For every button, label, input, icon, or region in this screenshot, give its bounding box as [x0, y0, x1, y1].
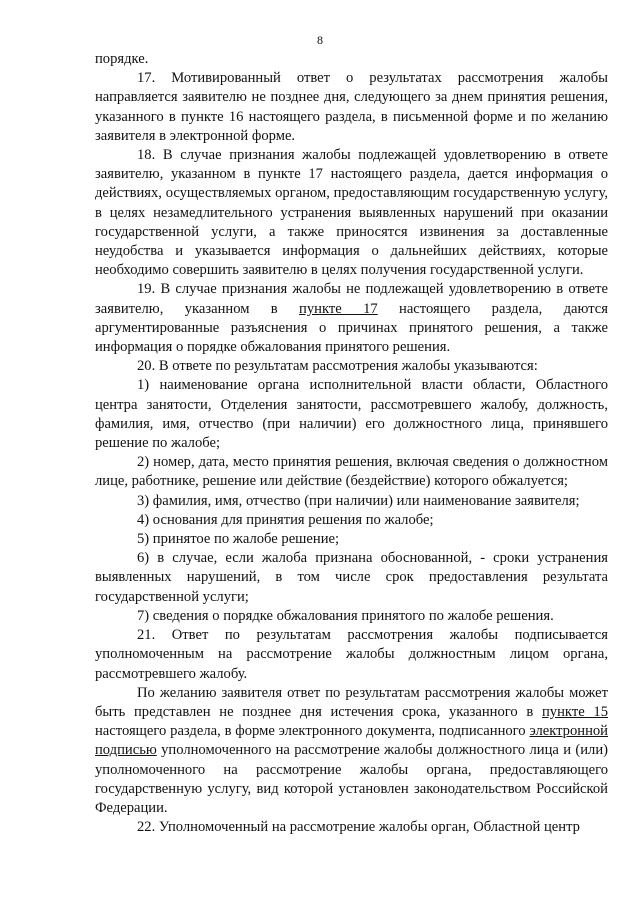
- text-segment: 4) основания для принятия решения по жалобе;: [137, 511, 434, 528]
- text-segment: 1) наименование органа исполнительной власти области, Областного центра занятости, Отделения занятости, рассмотревшего жалобу, должность, фамилия, имя, отчество (при наличии) его должностного лица, принявшего решение по жалобе;: [95, 377, 608, 452]
- paragraph-p21b: [95, 684, 608, 818]
- paragraph-p19: [95, 280, 608, 357]
- paragraph-p20_5: [95, 530, 608, 549]
- text-segment: По желанию заявителя ответ по результатам рассмотрения жалобы может быть представлен не позднее дня истечения срока, указанного в: [95, 684, 608, 720]
- paragraph-p20_6: [95, 549, 608, 607]
- text-segment: настоящего раздела, даются аргументированные разъяснения о причинах принятого решения, а также информация о порядке обжалования принятого решения.: [95, 300, 608, 356]
- text-segment: настоящего раздела, в форме электронного документа, подписанного: [95, 723, 530, 740]
- text-segment: 6) в случае, если жалоба признана обоснованной, - сроки устранения выявленных нарушений, в том числе срок предоставления результата государственной услуги;: [95, 550, 608, 605]
- paragraph-p20_7: [95, 607, 608, 626]
- paragraph-p18: [95, 146, 608, 280]
- paragraph-p20_4: [95, 511, 608, 530]
- text-segment: 19. В случае признания жалобы не подлежащей удовлетворению в ответе заявителю, указанном в: [95, 281, 608, 317]
- paragraph-p20: [95, 357, 608, 376]
- underlined-reference: пункте 15: [542, 703, 608, 720]
- text-segment: 7) сведения о порядке обжалования принятого по жалобе решения.: [137, 607, 554, 624]
- text-segment: 3) фамилия, имя, отчество (при наличии) или наименование заявителя;: [137, 492, 580, 509]
- text-segment: 2) номер, дата, место принятия решения, включая сведения о должностном лице, работнике, решение или действие (бездействие) которого обжалуется;: [95, 454, 608, 490]
- page-number: 8: [317, 33, 323, 47]
- text-segment: порядке.: [95, 51, 149, 67]
- paragraph-p20_2: [95, 453, 608, 491]
- underlined-reference: пункте 17: [299, 300, 378, 317]
- paragraph-p21: [95, 626, 608, 684]
- document-body: [95, 50, 608, 837]
- paragraph-p0: [95, 50, 608, 69]
- text-segment: 21. Ответ по результатам рассмотрения жалобы подписывается уполномоченным на рассмотрение жалобы должностным лицом органа, рассмотревшего жалобу.: [95, 627, 608, 682]
- text-segment: 5) принятое по жалобе решение;: [137, 531, 340, 548]
- text-segment: 18. В случае признания жалобы подлежащей удовлетворению в ответе заявителю, указанном в пункте 17 настоящего раздела, дается информация о действиях, осуществляемых органом, предоставляющим государственную услугу, в целях незамедлительного устранения выявленных нарушений при оказании государственной услуги, а также приносятся извинения за доставленные неудобства и указывается информация о дальнейших действиях, которые необходимо совершить заявителю в целях получения государственной услуги.: [95, 147, 608, 279]
- text-segment: 17. Мотивированный ответ о результатах рассмотрения жалобы направляется заявителю не позднее дня, следующего за днем принятия решения, указанного в пункте 16 настоящего раздела, в письменной форме и по желанию заявителя в электронной форме.: [95, 70, 608, 144]
- underlined-reference: электронной подписью: [95, 723, 608, 759]
- paragraph-p22: [95, 818, 608, 837]
- paragraph-p17: [95, 69, 608, 146]
- text-segment: 22. Уполномоченный на рассмотрение жалобы орган, Областной центр: [137, 819, 580, 836]
- text-segment: 20. В ответе по результатам рассмотрения жалобы указываются:: [137, 358, 538, 375]
- paragraph-p20_1: [95, 376, 608, 453]
- paragraph-p20_3: [95, 492, 608, 511]
- text-segment: уполномоченного на рассмотрение жалобы должностного лица и (или) уполномоченного на рассмотрение жалобы органа, предоставляющего государственную услугу, вид которой установлен законодательством Российской Федерации.: [95, 742, 608, 816]
